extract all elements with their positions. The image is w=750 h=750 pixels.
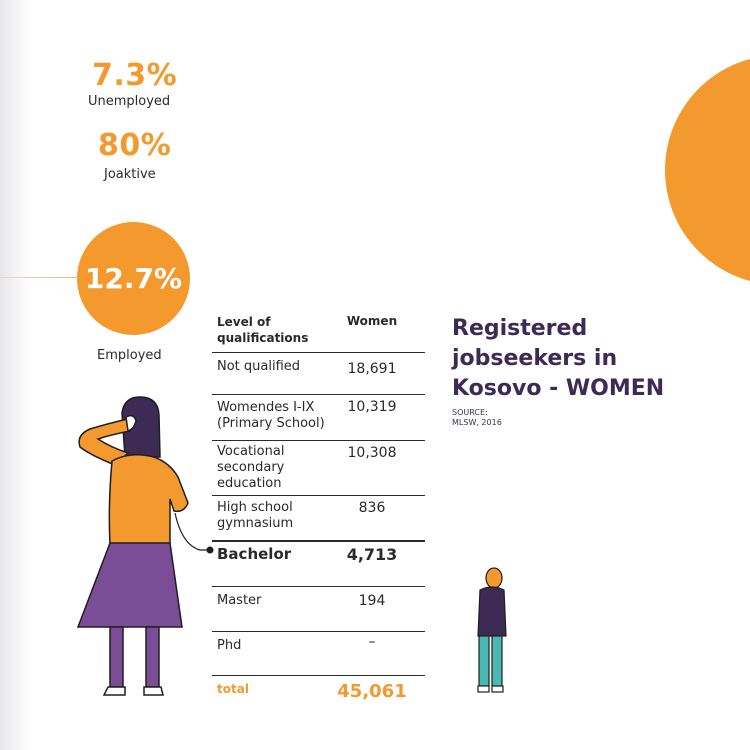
row-label: Master <box>217 593 262 608</box>
total-row <box>212 676 425 716</box>
small-person-icon <box>470 566 510 696</box>
page-fold-shadow <box>0 0 30 750</box>
row-value: – <box>368 634 376 650</box>
row-label: Vocational secondary education <box>217 444 285 491</box>
employed-circle <box>77 222 190 335</box>
source-text: MLSW, 2016 <box>452 418 502 427</box>
row-label: High school gymnasium <box>217 500 294 531</box>
table-row <box>212 496 425 542</box>
employed-value: 12.7% <box>84 262 183 295</box>
inactive-label: Joaktive <box>104 167 156 182</box>
table-row <box>212 353 425 395</box>
row-value: 4,713 <box>346 545 398 564</box>
table-header <box>212 310 425 353</box>
row-value: 10,308 <box>347 445 397 461</box>
row-label: Bachelor <box>217 545 292 563</box>
unemployed-label: Unemployed <box>88 94 171 109</box>
row-value: 194 <box>358 593 386 609</box>
row-label: Not qualified <box>217 359 301 374</box>
page-title: Registered jobseekers in Kosovo - WOMEN <box>452 316 665 401</box>
row-value: 10,319 <box>347 399 397 415</box>
total-value: 45,061 <box>337 681 407 702</box>
qualifications-table <box>212 310 425 716</box>
table-row <box>212 395 425 441</box>
row-label: Phd <box>217 638 242 653</box>
inactive-value: 80% <box>98 128 172 163</box>
table-row <box>212 441 425 496</box>
row-value: 836 <box>358 500 386 516</box>
header-qualifications: Level of qualifications <box>217 315 309 345</box>
total-label: total <box>217 682 249 696</box>
decorative-circle <box>665 55 750 285</box>
source-label: SOURCE: <box>452 408 488 417</box>
table-row <box>212 632 425 676</box>
employed-label: Employed <box>97 348 162 363</box>
table-row <box>212 587 425 632</box>
source-note <box>452 408 542 428</box>
row-value: 18,691 <box>347 361 397 377</box>
table-row-highlight <box>212 542 425 587</box>
row-label: Womendes I-IX (Primary School) <box>217 400 325 431</box>
woman-figure-icon <box>70 395 220 735</box>
unemployed-value: 7.3% <box>92 58 178 93</box>
header-women: Women <box>346 314 398 328</box>
